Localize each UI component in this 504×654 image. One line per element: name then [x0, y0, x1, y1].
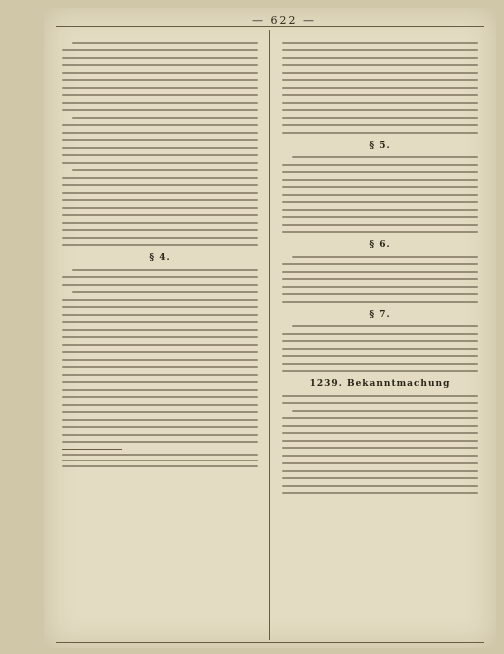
text-line: [62, 87, 258, 89]
text-line: [62, 426, 258, 428]
text-line: [62, 147, 258, 149]
footnote-line: [62, 454, 258, 456]
text-line: [62, 222, 258, 224]
text-line: [282, 402, 478, 404]
left-column: [62, 36, 258, 636]
text-line: [282, 117, 478, 119]
text-line: [62, 284, 258, 286]
footnote-line: [62, 460, 258, 462]
text-line: [62, 389, 258, 391]
text-line: [62, 419, 258, 421]
text-line: [282, 263, 478, 265]
text-line: [282, 224, 478, 226]
text-line: [282, 417, 478, 419]
text-line: [62, 124, 258, 126]
text-line: [282, 485, 478, 487]
text-line: [62, 57, 258, 59]
text-line: [282, 79, 478, 81]
text-line: [62, 314, 258, 316]
column-divider: [269, 30, 270, 640]
text-line: [282, 209, 478, 211]
text-line: [282, 432, 478, 434]
text-line: [282, 87, 478, 89]
text-line: [72, 42, 258, 44]
text-line: [72, 291, 258, 293]
footnote-rule: [62, 449, 122, 450]
text-line: [62, 49, 258, 51]
text-line: [62, 139, 258, 141]
text-line: [282, 440, 478, 442]
text-line: [62, 366, 258, 368]
text-line: [282, 293, 478, 295]
text-line: [282, 363, 478, 365]
text-line: [62, 359, 258, 361]
footnote-line: [62, 465, 258, 467]
text-line: [282, 124, 478, 126]
text-line: [62, 154, 258, 156]
text-line: [62, 336, 258, 338]
text-line: [62, 441, 258, 443]
text-line: [62, 237, 258, 239]
text-line: [62, 132, 258, 134]
text-line: [282, 186, 478, 188]
text-line: [282, 231, 478, 233]
bottom-rule: [56, 642, 484, 643]
text-line: [72, 117, 258, 119]
text-line: [62, 381, 258, 383]
text-line: [62, 184, 258, 186]
text-line: [62, 79, 258, 81]
text-line: [292, 256, 478, 258]
text-line: [62, 207, 258, 209]
section-5-heading: § 5.: [369, 140, 391, 151]
text-line: [282, 455, 478, 457]
section-7-heading: § 7.: [369, 309, 391, 320]
text-line: [282, 201, 478, 203]
text-line: [292, 410, 478, 412]
text-line: [282, 462, 478, 464]
text-line: [62, 72, 258, 74]
page-number: — 622 —: [252, 14, 316, 27]
right-column: [282, 36, 478, 636]
text-line: [62, 229, 258, 231]
text-line: [62, 214, 258, 216]
text-line: [62, 162, 258, 164]
text-line: [292, 156, 478, 158]
text-line: [282, 348, 478, 350]
text-line: [62, 192, 258, 194]
text-line: [282, 94, 478, 96]
text-line: [62, 244, 258, 246]
text-line: [282, 301, 478, 303]
text-line: [282, 132, 478, 134]
text-line: [282, 425, 478, 427]
text-line: [62, 276, 258, 278]
text-line: [62, 199, 258, 201]
text-line: [62, 434, 258, 436]
document-page: [44, 8, 496, 648]
text-line: [62, 177, 258, 179]
text-line: [282, 194, 478, 196]
text-line: [282, 395, 478, 397]
text-line: [62, 306, 258, 308]
footnote: [62, 454, 258, 467]
text-line: [62, 329, 258, 331]
text-line: [282, 72, 478, 74]
text-line: [282, 355, 478, 357]
text-line: [62, 299, 258, 301]
text-line: [282, 470, 478, 472]
text-line: [282, 333, 478, 335]
text-line: [292, 325, 478, 327]
text-line: [282, 271, 478, 273]
text-line: [62, 64, 258, 66]
section-4-heading: § 4.: [149, 253, 171, 263]
text-line: [62, 404, 258, 406]
text-line: [62, 102, 258, 104]
text-line: [62, 321, 258, 323]
text-line: [282, 216, 478, 218]
text-line: [282, 102, 478, 104]
text-line: [282, 164, 478, 166]
text-line: [62, 351, 258, 353]
text-line: [282, 179, 478, 181]
section-6-heading: § 6.: [369, 240, 391, 250]
text-line: [282, 286, 478, 288]
text-line: [62, 344, 258, 346]
text-line: [282, 57, 478, 59]
text-line: [282, 42, 478, 44]
text-line: [62, 396, 258, 398]
text-line: [282, 370, 478, 372]
text-line: [282, 49, 478, 51]
text-line: [62, 374, 258, 376]
text-line: [62, 109, 258, 111]
text-line: [62, 94, 258, 96]
text-line: [72, 269, 258, 271]
announcement-heading: 1239. Bekanntmachung: [309, 379, 451, 389]
text-line: [282, 109, 478, 111]
text-line: [282, 492, 478, 494]
text-line: [282, 447, 478, 449]
text-line: [282, 64, 478, 66]
text-line: [72, 169, 258, 171]
text-line: [62, 411, 258, 413]
text-line: [282, 278, 478, 280]
text-line: [282, 477, 478, 479]
text-line: [282, 171, 478, 173]
text-line: [282, 340, 478, 342]
